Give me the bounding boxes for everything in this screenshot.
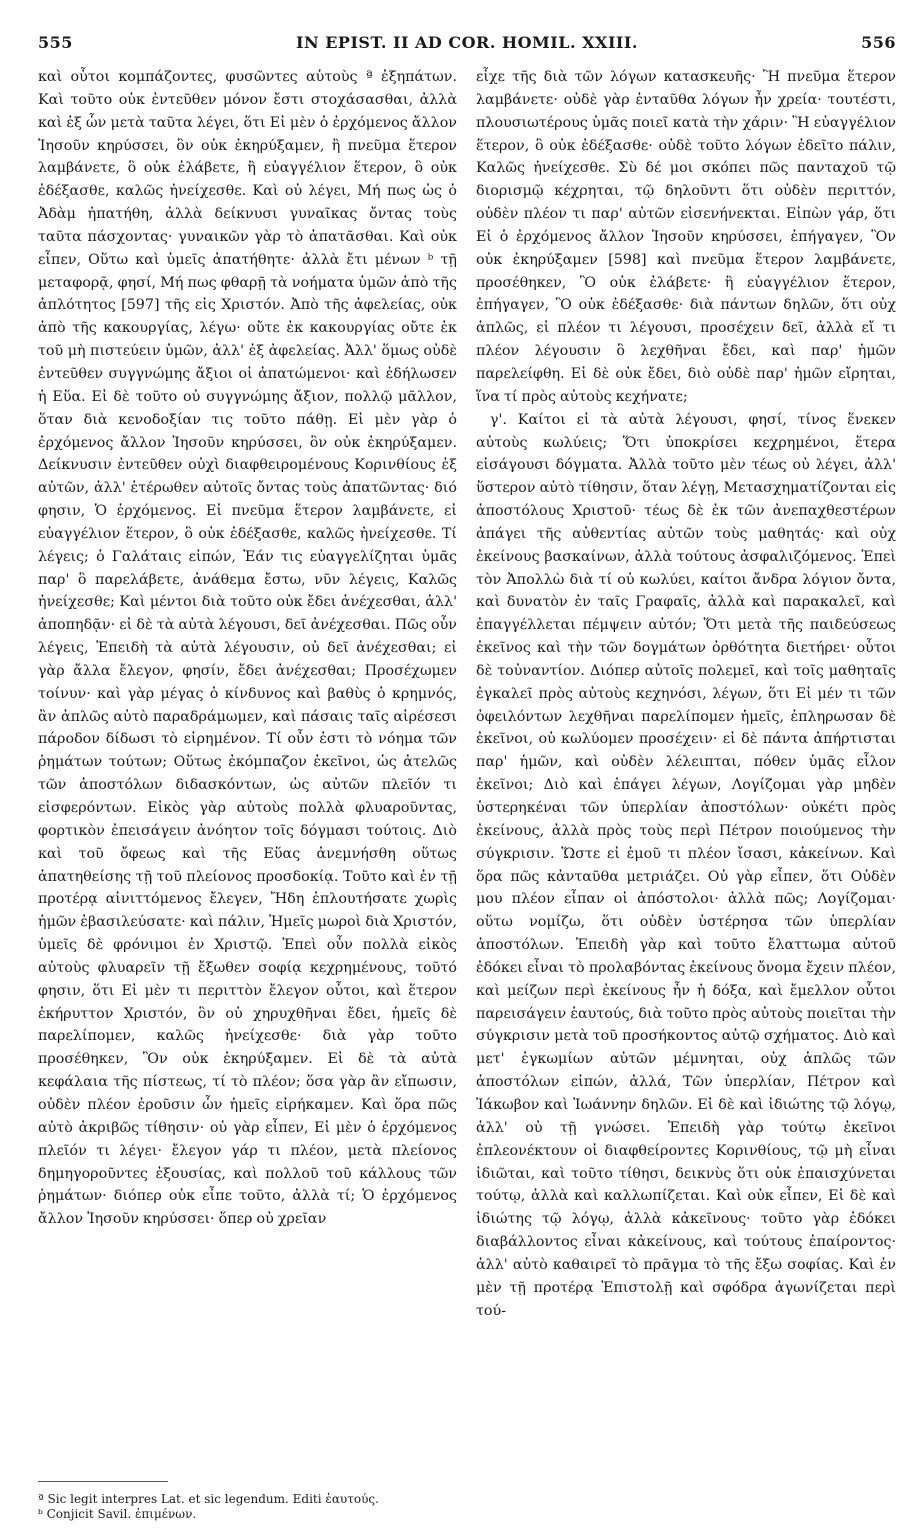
page-header [38,33,896,57]
right-paragraph: εἶχε τῆς διὰ τῶν λόγων κατασκευῆς· Ἢ πνεῦμα ἕτερον λαμβάνετε· οὐδὲ γὰρ ἐνταῦθα λόγων ἦν χρεία· τουτέστι, πλουσιωτέρους ὑμᾶς ποιεῖ κατὰ τὴν χάριν· Ἢ εὐαγγέλιον ἕτερον, ὃ οὐκ ἐδέξασθε· οὐδὲ τοῦτο λόγων ἐδεῖτο πάλιν, Καλῶς ἠνείχεσθε. Σὺ δέ μοι σκόπει πῶς πανταχοῦ τῷ διορισμῷ κέχρηται, τῷ δηλοῦντι ὅτι οὐδὲν περιττόν, οὐδὲν πλέον τι παρ' αὐτῶν εἰσενήνεκται. Εἰπὼν γάρ, ὅτι Εἰ ὁ ἐρχόμενος ἄλλον Ἰησοῦν κηρύσσει, ἐπήγαγεν, Ὃν οὐκ ἐκηρύξαμεν [598] καὶ πνεῦμα ἕτερον λαμβάνετε, προσέθηκεν, Ὃ οὐκ ἐλάβετε· ἢ εὐαγγέλιον ἕτερον, ἐπήγαγεν, Ὃ οὐκ ἐδέξασθε· διὰ πάντων δηλῶν, ὅτι οὐχ ἁπλῶς, εἰ πλέον τι λέγουσι, προσέχειν δεῖ, ἀλλὰ εἴ τι πλέον λέγουσιν ὃ λεχθῆναι ἔδει, καὶ παρ' ἡμῶν παρελείφθη. Εἰ δὲ οὐκ ἔδει, διὸ οὐδὲ παρ' ἡμῶν εἴρηται, ἵνα τί πρὸς αὐτοὺς κεχήνατε; [476,69,896,405]
footnotes [38,1492,448,1522]
page-number-right: 556 [861,33,896,52]
footnote-a: ª Sic legit interpres Lat. et sic legendum. Editi ἑαυτούς. [38,1492,379,1506]
right-paragraph: γ'. Καίτοι εἰ τὰ αὐτὰ λέγουσι, φησί, τίνος ἕνεκεν αὐτοὺς κωλύεις; Ὅτι ὑποκρίσει κεχρημένοι, ἕτερα εἰσάγουσι δόγματα. Ἀλλὰ τοῦτο μὲν τέως οὐ λέγει, ἀλλ' ὕστερον αὐτὸ τίθησιν, ὅταν λέγῃ, Μετασχηματίζονται εἰς ἀποστόλους Χριστοῦ· τέως δὲ ἐκ τῶν ἀνεπαχθεστέρων ἀπάγει τῆς αὐθεντίας αὐτῶν τοὺς μαθητάς· καὶ οὐχ ἐκείνους βασκαίνων, ἀλλὰ τούτους ἀσφαλιζόμενος. Ἐπεὶ τὸν Ἀπολλὼ διὰ τί οὐ κωλύει, καίτοι ἄνδρα λόγιον ὄντα, καὶ δυνατὸν ἐν ταῖς Γραφαῖς, ἀλλὰ καὶ παρακαλεῖ, καὶ ἐπαγγέλλεται πέμψειν αὐτόν; Ὅτι μετὰ τῆς παιδεύσεως ἐκεῖνος καὶ τὴν τῶν δογμάτων ὀρθότητα διετήρει· οὗτοι δὲ τοὐναντίον. Διόπερ αὐτοῖς πολεμεῖ, καὶ τοῖς μαθηταῖς ἐγκαλεῖ πρὸς αὐτοὺς κεχηνόσι, λέγων, ὅτι Εἰ μέν τι τῶν ὀφειλόντων λεχθῆναι παρελίπομεν ἡμεῖς, ἐπληρωσαν δὲ ἐκεῖνοι, οὐ κωλύομεν προσέχειν· εἰ δὲ πάντα ἀπήρτισται παρ' ἡμῶν, καὶ οὐδὲν λέλειπται, πόθεν ὑμᾶς εἷλον ἐκεῖνοι; Διὸ καὶ ἐπάγει λέγων, Λογίζομαι γὰρ μηδὲν ὑστερηκέναι τῶν ὑπερλίαν ἀποστόλων· οὐκέτι πρὸς ἐκείνους, ἀλλὰ πρὸς τοὺς περὶ Πέτρον ποιούμενος τὴν σύγκρισιν. Ὥστε εἰ ἐμοῦ τι πλέον ἴσασι, κἀκείνων. Καὶ ὅρα πῶς κἀνταῦθα μετριάζει. Οὐ γὰρ εἶπεν, ὅτι Οὐδὲν μου πλέον εἶπαν οἱ ἀπόστολοι· ἀλλὰ πῶς; Λογίζομαι· οὕτω νομίζω, ὅτι οὐδὲν ὑστέρησα τῶν ὑπερλίαν ἀποστόλων. Ἐπειδὴ γὰρ καὶ τοῦτο ἔλαττωμα αὐτοῦ ἐδόκει εἶναι τὸ προλαβόντας ἐκείνους ὄνομα ἔχειν πλέον, καὶ μείζων περὶ ἐκείνους ἦν ἡ δόξα, καὶ ἔμελλον οὗτοι παρεισάγειν ἑαυτούς, διὰ τοῦτο πρὸς αὐτοὺς ποιεῖται τὴν σύγκρισιν μετὰ τοῦ προσήκοντος αὐτῷ σχήματος. Διὸ καὶ μετ' ἐγκωμίων αὐτῶν μέμνηται, οὐχ ἁπλῶς τῶν ἀποστόλων εἰπών, ἀλλά, Τῶν ὑπερλίαν, Πέτρον καὶ Ἰάκωβον καὶ Ἰωάννην δηλῶν. Εἰ δὲ καὶ ἰδιώτης τῷ λόγῳ, ἀλλ' οὐ τῇ γνώσει. Ἐπειδὴ γὰρ τούτῳ ἐκεῖνοι ἐπλεονέκτουν οἱ διαφθείροντες Κορινθίους, τῷ μὴ εἶναι ἰδιῶται, καὶ τοῦτο τίθησι, δεικνὺς ὅτι οὐκ ἐπαισχύνεται τούτῳ, ἀλλὰ καὶ καλλωπίζεται. Καὶ οὐκ εἶπεν, Εἰ δὲ καὶ ἰδιώτης τῷ λόγῳ, ἀλλὰ κἀκεῖνους· τοῦτο γὰρ ἐδόκει διαβάλλοντος εἶναι κἀκείνους, καὶ τούτους ἐπαίροντος· ἀλλ' αὐτὸ καθαιρεῖ τὸ πρᾶγμα τὸ τῆς ἔξω σοφίας. Καὶ ἐν μὲν τῇ προτέρᾳ Ἐπιστολῇ καὶ σφόδρα ἀγωνίζεται περὶ τού- [476,411,896,1319]
running-title: IN EPIST. II AD COR. HOMIL. XXIII. [296,33,638,52]
footnote-rule [38,1481,168,1482]
footnote-b: ᵇ Conjicit Savil. ἐπιμένων. [38,1507,197,1521]
left-column [38,66,457,1466]
left-paragraph: καὶ οὗτοι κομπάζοντες, φυσῶντες αὑτοὺς ª ἐξηπάτων. Καὶ τοῦτο οὐκ ἐντεῦθεν μόνον ἔστι στοχάσασθαι, ἀλλὰ καὶ ἐξ ὧν μετὰ ταῦτα λέγει, ὅτι Εἰ μὲν ὁ ἐρχόμενος ἄλλον Ἰησοῦν κηρύσσει, ὃν οὐκ ἐκηρύξαμεν, ἢ πνεῦμα ἕτερον λαμβάνετε, ὃ οὐκ ἐλάβετε, ἢ εὐαγγέλιον ἕτερον, ὃ οὐκ ἐδέξασθε, καλῶς ἠνείχεσθε. Καὶ οὐ λέγει, Μή πως ὡς ὁ Ἀδὰμ ἠπατήθη, ἀλλὰ δείκνυσι γυναῖκας ὄντας τοὺς ταῦτα πάσχοντας· γυναικῶν γὰρ τὸ ἀπατᾶσθαι. Καὶ οὐκ εἶπεν, Οὕτω καὶ ὑμεῖς ἀπατήθητε· ἀλλὰ ἔτι μένων ᵇ τῇ μεταφορᾷ, φησί, Μή πως φθαρῇ τὰ νοήματα ὑμῶν ἀπὸ τῆς ἁπλότητος [597] τῆς εἰς Χριστόν. Ἀπὸ τῆς ἀφελείας, οὐκ ἀπὸ τῆς κακουργίας, λέγω· οὔτε ἐκ κακουργίας οὔτε ἐκ τοῦ μὴ πιστεύειν ὑμῶν, ἀλλ' ἐξ ἀφελείας. Ἀλλ' ὅμως οὐδὲ ἐντεῦθεν συγγνώμης ἄξιοι οἱ ἀπατώμενοι· καὶ ἐδήλωσεν ἡ Εὕα. Εἰ δὲ τοῦτο οὐ συγγνώμης ἄξιον, πολλῷ μᾶλλον, ὅταν διὰ κενοδοξίαν τις τοῦτο πάθῃ. Εἰ μὲν γὰρ ὁ ἐρχόμενος ἄλλον Ἰησοῦν κηρύσσει, ὃν οὐκ ἐκηρύξαμεν. Δείκνυσιν ἐντεῦθεν οὐχὶ διαφθειρομένους Κορινθίους ἐξ αὐτῶν, ἀλλ' ἑτέρωθεν αὐτοῖς ὄντας τοὺς ἀπατῶντας· διό φησιν, Ὁ ἐρχόμενος. Εἰ πνεῦμα ἕτερον λαμβάνετε, εἰ εὐαγγέλιον ἕτερον, ὃ οὐκ ἐδέξασθε, καλῶς ἠνείχεσθε. Τί λέγεις; ὁ Γαλάταις εἰπών, Ἐάν τις εὐαγγελίζηται ὑμᾶς παρ' ὃ παρελάβετε, ἀνάθεμα ἔστω, νῦν λέγεις, Καλῶς ἠνείχεσθε; Καὶ μέντοι διὰ τοῦτο οὐκ ἔδει ἀνέχεσθαι, ἀλλ' ἀποπηδᾷν· εἰ δὲ τὰ αὐτὰ λέγουσι, δεῖ ἀνέχεσθαι. Πῶς οὖν λέγεις, Ἐπειδὴ τὰ αὐτὰ λέγουσιν, οὐ δεῖ ἀνέχεσθαι; εἰ γὰρ ἄλλα ἔλεγον, φησίν, ἔδει ἀνέχεσθαι; Προσέχωμεν τοίνυν· καὶ γὰρ μέγας ὁ κίνδυνος καὶ βαθὺς ὁ κρημνός, ἂν ἁπλῶς αὐτὸ παραδράμωμεν, καὶ πάσαις ταῖς αἱρέσεσι πάροδον δίδωσι τὸ εἰρημένον. Τί οὖν ἐστι τὸ νόημα τῶν ῥημάτων τούτων; Οὕτως ἐκόμπαζον ἐκεῖνοι, ὡς ἀτελῶς τῶν ἀποστόλων διδασκόντων, ὡς αὐτῶν πλεῖόν τι εἰσφερόντων. Εἰκὸς γὰρ αὐτοὺς πολλὰ φλυαροῦντας, φορτικὸν ἐπεισάγειν ἀνόητον τοῖς δόγμασι τούτοις. Διὸ καὶ τοῦ ὄφεως καὶ τῆς Εὕας ἀνεμνήσθη οὕτως ἀπατηθείσης τῇ τοῦ πλείονος προσδοκίᾳ. Τοῦτο καὶ ἐν τῇ προτέρᾳ αἰνιττόμενος ἔλεγεν, Ἤδη ἐπλουτήσατε χωρὶς ἡμῶν ἐβασιλεύσατε· καὶ πάλιν, Ἡμεῖς μωροὶ διὰ Χριστόν, ὑμεῖς δὲ φρόνιμοι ἐν Χριστῷ. Ἐπεὶ οὖν πολλὰ εἰκὸς αὐτοὺς φλυαρεῖν τῇ ἔξωθεν σοφίᾳ κεχρημένους, τοῦτό φησιν, ὅτι Εἰ μὲν τι περιττὸν ἔλεγον οὗτοι, καὶ ἕτερον ἐκήρυττον Χριστόν, ὃν οὐ χηρυχθῆναι ἔδει, ἡμεῖς δὲ παρελίπομεν, καλῶς ἠνείχεσθε· διὰ γὰρ τοῦτο προσέθηκεν, Ὃν οὐκ ἐκηρύξαμεν. Εἰ δὲ τὰ αὐτὰ κεφάλαια τῆς πίστεως, τί τὸ πλέον; ὅσα γὰρ ἂν εἴπωσιν, οὐδὲν πλέον ἐροῦσιν ὧν ἡμεῖς εἰρήκαμεν. Καὶ ὅρα πῶς αὐτὸ ἀκριβῶς τίθησιν· οὐ γὰρ εἶπεν, Εἰ μὲν ὁ ἐρχόμενος πλεῖόν τι λέγει· ἔλεγον γάρ τι πλέον, μετὰ πλείονος δημηγοροῦντες ἐξουσίας, καὶ πολλοῦ τοῦ κάλλους τῶν ῥημάτων· διόπερ οὐκ εἶπε τοῦτο, ἀλλὰ τί; Ὁ ἐρχόμενος ἄλλον Ἰησοῦν κηρύσσει· ὅπερ οὐ χρεῖαν [38,69,457,1228]
page-number-left: 555 [38,33,73,52]
right-column [476,66,896,1536]
